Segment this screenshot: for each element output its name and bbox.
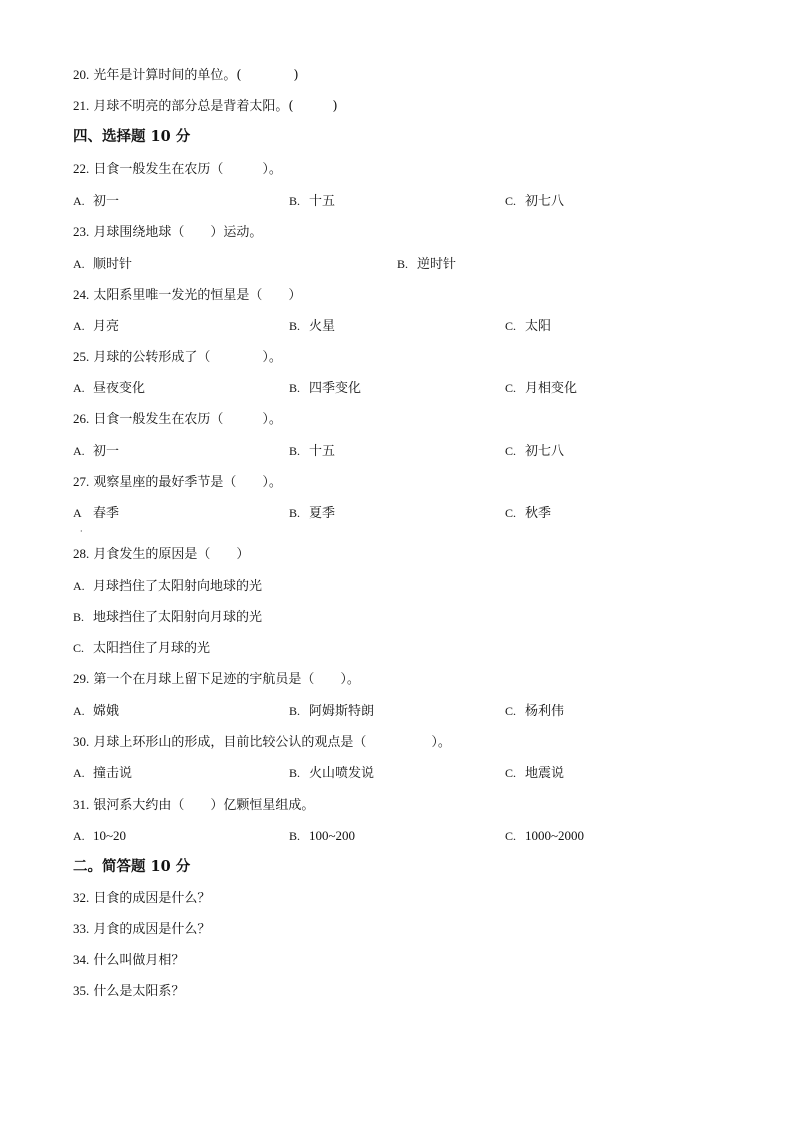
- question-text: 日食一般发生在农历（ ）。: [93, 412, 282, 427]
- question-29: [73, 671, 360, 688]
- question-text: 月球围绕地球（ ）运动。: [93, 225, 263, 240]
- question-number: 23.: [73, 224, 90, 239]
- option-letter: C.: [505, 381, 517, 395]
- question-22: [73, 161, 282, 178]
- question-number: 24.: [73, 287, 90, 302]
- option-26-b: [289, 443, 335, 460]
- option-letter: C.: [505, 829, 517, 843]
- question-text: 第一个在月球上留下足迹的宇航员是（ ）。: [93, 672, 360, 687]
- question-text: 观察星座的最好季节是（ ）。: [93, 475, 282, 490]
- option-letter: C.: [505, 319, 517, 333]
- option-text: 10~20: [93, 828, 127, 843]
- option-22-a: [73, 193, 119, 210]
- option-22-c: [505, 193, 564, 210]
- option-letter: A.: [73, 257, 85, 271]
- option-24-c: [505, 318, 551, 335]
- option-text: 杨利伟: [525, 704, 565, 719]
- option-text: 100~200: [309, 828, 356, 843]
- question-number: 33.: [73, 921, 90, 936]
- option-letter: B.: [289, 444, 301, 458]
- question-text: 月球上环形山的形成，目前比较公认的观点是（ ）。: [93, 735, 451, 750]
- option-29-a: [73, 703, 119, 720]
- option-letter: A.: [73, 444, 85, 458]
- option-text: 初一: [93, 194, 120, 209]
- question-text: 月球的公转形成了（ ）。: [93, 350, 282, 365]
- question-number: 34.: [73, 952, 90, 967]
- question-20: [73, 67, 299, 84]
- question-24: [73, 287, 301, 304]
- question-number: 28.: [73, 546, 90, 561]
- option-27-b: [289, 505, 335, 522]
- option-25-b: [289, 380, 361, 397]
- question-text: 月食发生的原因是（ ）: [93, 547, 250, 562]
- option-text: 十五: [309, 444, 336, 459]
- option-letter: C.: [505, 444, 517, 458]
- option-29-b: [289, 703, 374, 720]
- option-letter: B.: [73, 610, 85, 624]
- question-28: [73, 546, 249, 563]
- question-text: 月食的成因是什么？: [93, 922, 211, 937]
- option-letter: A.: [73, 381, 85, 395]
- option-30-b: [289, 765, 374, 782]
- option-letter: C.: [505, 194, 517, 208]
- option-29-c: [505, 703, 564, 720]
- question-number: 25.: [73, 349, 90, 364]
- option-letter: A: [73, 506, 82, 520]
- question-number: 26.: [73, 411, 90, 426]
- option-letter: B.: [289, 319, 301, 333]
- option-text: 月球挡住了太阳射向地球的光: [93, 579, 263, 594]
- question-number: 30.: [73, 734, 90, 749]
- option-24-b: [289, 318, 335, 335]
- option-letter: C.: [505, 506, 517, 520]
- question-number: 22.: [73, 161, 90, 176]
- option-letter: B.: [289, 506, 301, 520]
- question-number: 32.: [73, 890, 90, 905]
- question-number: 21.: [73, 98, 90, 113]
- option-letter: B.: [289, 381, 301, 395]
- question-35: [73, 983, 184, 1000]
- section-choice-title: 四、选择题 10 分: [73, 128, 191, 145]
- option-26-a: [73, 443, 119, 460]
- option-22-b: [289, 193, 335, 210]
- question-text: 月球不明亮的部分总是背着太阳。( ): [93, 99, 338, 114]
- option-letter: C.: [505, 766, 517, 780]
- section-short-title: 二。简答题 10 分: [73, 858, 191, 875]
- option-letter: B.: [397, 257, 409, 271]
- option-text: 嫦娥: [93, 704, 120, 719]
- option-23-b: [397, 256, 456, 273]
- option-text: 地震说: [525, 766, 565, 781]
- option-letter: B.: [289, 194, 301, 208]
- question-text: 日食一般发生在农历（ ）。: [93, 162, 282, 177]
- question-31: [73, 797, 314, 814]
- question-text: 什么叫做月相？: [93, 953, 185, 968]
- option-letter: A.: [73, 766, 85, 780]
- option-28-c: [73, 640, 210, 657]
- option-text: 太阳: [525, 319, 552, 334]
- option-letter: B.: [289, 829, 301, 843]
- question-text: 日食的成因是什么？: [93, 891, 211, 906]
- option-text: 夏季: [309, 506, 336, 521]
- option-letter: A.: [73, 829, 85, 843]
- option-23-a: [73, 256, 132, 273]
- question-21: [73, 98, 338, 115]
- option-28-b: [73, 609, 262, 626]
- option-letter: A.: [73, 579, 85, 593]
- question-number: 20.: [73, 67, 90, 82]
- question-number: 31.: [73, 797, 90, 812]
- question-text: 光年是计算时间的单位。( ): [93, 68, 299, 83]
- option-letter: C.: [73, 641, 85, 655]
- option-letter: A.: [73, 194, 85, 208]
- question-text: 太阳系里唯一发光的恒星是（ ）: [93, 288, 302, 303]
- option-text: 初一: [93, 444, 120, 459]
- option-text: 太阳挡住了月球的光: [93, 641, 211, 656]
- option-26-c: [505, 443, 564, 460]
- option-25-c: [505, 380, 577, 397]
- option-letter: C.: [505, 704, 517, 718]
- option-letter: B.: [289, 766, 301, 780]
- option-text: 春季: [93, 506, 120, 521]
- question-34: [73, 952, 184, 969]
- option-31-c: [505, 828, 584, 845]
- option-text: 月相变化: [525, 381, 578, 396]
- option-31-b: [289, 828, 355, 845]
- option-text: 1000~2000: [525, 828, 585, 843]
- option-text: 月亮: [93, 319, 120, 334]
- option-30-a: [73, 765, 132, 782]
- question-text: 银河系大约由（ ）亿颗恒星组成。: [93, 798, 315, 813]
- option-letter: A.: [73, 319, 85, 333]
- option-text: 撞击说: [93, 766, 133, 781]
- option-24-a: [73, 318, 119, 335]
- option-28-a: [73, 578, 262, 595]
- option-text: 阿姆斯特朗: [309, 704, 375, 719]
- question-number: 29.: [73, 671, 90, 686]
- option-text: 逆时针: [417, 257, 457, 272]
- option-text: 十五: [309, 194, 336, 209]
- option-text: 火星: [309, 319, 336, 334]
- option-letter: B.: [289, 704, 301, 718]
- question-number: 27.: [73, 474, 90, 489]
- option-text: 顺时针: [93, 257, 133, 272]
- stray-dot: ·: [80, 527, 83, 536]
- question-27: [73, 474, 282, 491]
- option-25-a: [73, 380, 145, 397]
- question-30: [73, 734, 451, 751]
- option-31-a: [73, 828, 126, 845]
- question-26: [73, 411, 282, 428]
- question-23: [73, 224, 262, 241]
- option-text: 秋季: [525, 506, 552, 521]
- question-25: [73, 349, 282, 366]
- option-text: 火山喷发说: [309, 766, 375, 781]
- option-text: 地球挡住了太阳射向月球的光: [93, 610, 263, 625]
- option-30-c: [505, 765, 564, 782]
- option-text: 昼夜变化: [93, 381, 146, 396]
- option-text: 初七八: [525, 194, 565, 209]
- question-text: 什么是太阳系？: [93, 984, 185, 999]
- option-text: 初七八: [525, 444, 565, 459]
- option-letter: A.: [73, 704, 85, 718]
- question-32: [73, 890, 210, 907]
- option-27-c: [505, 505, 551, 522]
- option-27-a: [73, 505, 119, 522]
- question-number: 35.: [73, 983, 90, 998]
- option-text: 四季变化: [309, 381, 362, 396]
- question-33: [73, 921, 210, 938]
